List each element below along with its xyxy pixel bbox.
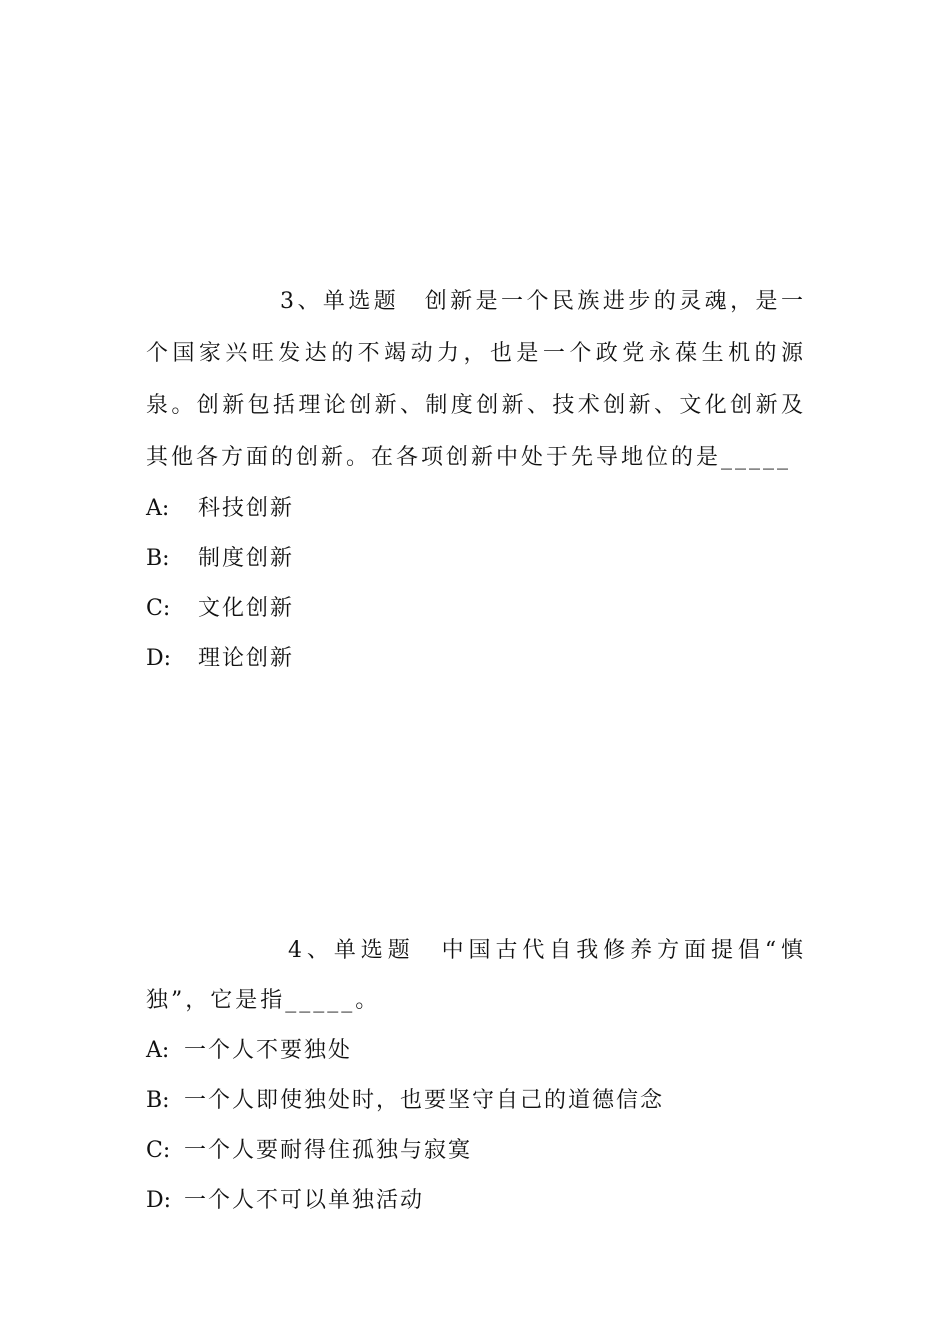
option-text: 文化创新 <box>198 596 295 621</box>
option-c <box>146 1126 806 1176</box>
option-text: 一个人要耐得住孤独与寂寞 <box>184 1138 473 1163</box>
question-stem: 4、单选题 中国古代自我修养方面提倡“慎独”，它是指_____。 <box>146 938 806 1013</box>
option-letter: D: <box>146 646 172 671</box>
option-text: 理论创新 <box>198 646 295 671</box>
option-letter: C: <box>146 596 171 621</box>
option-letter: B: <box>146 546 170 571</box>
option-text: 一个人即使独处时，也要坚守自己的道德信念 <box>184 1088 665 1113</box>
option-d <box>146 634 806 684</box>
option-b <box>146 1076 806 1126</box>
option-text: 一个人不可以单独活动 <box>184 1188 425 1213</box>
option-letter: A: <box>146 496 170 521</box>
question-4 <box>146 926 806 1226</box>
option-letter: B: <box>146 1088 170 1113</box>
option-text: 一个人不要独处 <box>184 1038 353 1063</box>
option-c <box>146 584 806 634</box>
option-b <box>146 534 806 584</box>
option-text: 制度创新 <box>198 546 295 571</box>
option-list <box>146 484 806 684</box>
option-letter: D: <box>146 1188 172 1213</box>
option-a <box>146 484 806 534</box>
question-3 <box>146 276 806 684</box>
option-a <box>146 1026 806 1076</box>
question-stem: 3、单选题 创新是一个民族进步的灵魂，是一个国家兴旺发达的不竭动力，也是一个政党永葆生机的源泉。创新包括理论创新、制度创新、技术创新、文化创新及其他各方面的创新。在各项创新中处于先导地位的是_____ <box>146 289 806 470</box>
option-text: 科技创新 <box>198 496 295 521</box>
option-letter: A: <box>146 1038 170 1063</box>
option-list <box>146 1026 806 1226</box>
option-letter: C: <box>146 1138 171 1163</box>
option-d <box>146 1176 806 1226</box>
